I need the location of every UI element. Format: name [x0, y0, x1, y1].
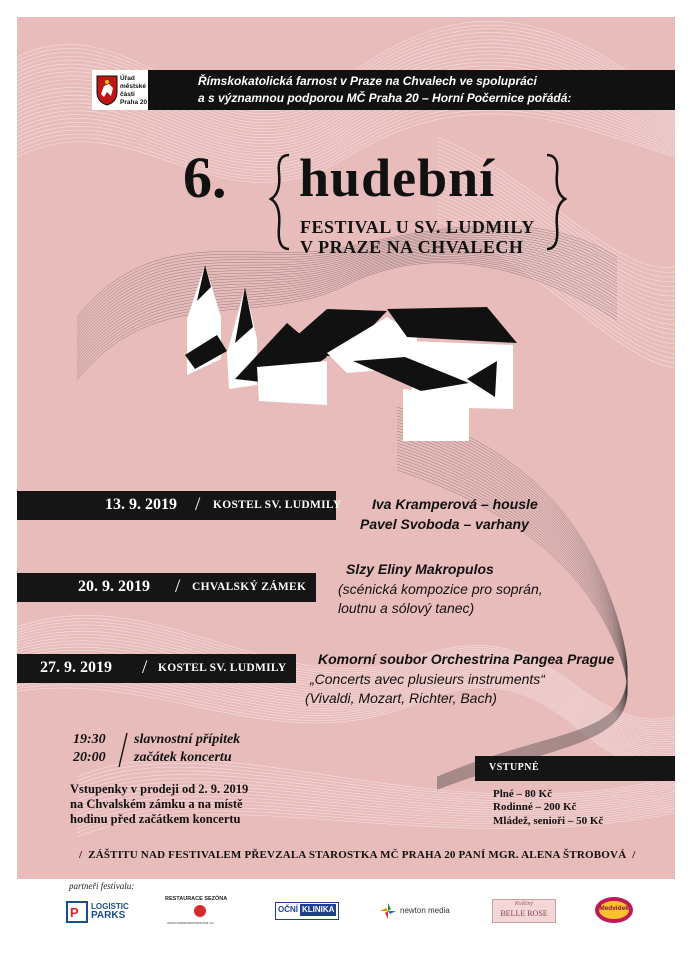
logo-url: www.restauracesezona.cz	[167, 920, 214, 925]
logo-text: LOGISTIC	[91, 902, 129, 911]
left-brace-icon	[267, 153, 297, 253]
logo-text: KLINIKA	[302, 905, 335, 914]
entry-heading-bar	[475, 756, 675, 781]
header-band	[148, 70, 675, 110]
svg-text:P: P	[70, 905, 79, 920]
restaurace-icon	[193, 904, 207, 918]
office-logo	[92, 70, 148, 110]
office-logo-line: Praha 20	[120, 99, 148, 106]
event-title: Slzy Eliny Makropulos	[346, 561, 494, 577]
price-row: Mládež, senioři – 50 Kč	[493, 815, 604, 827]
logo-text: Medvídek	[599, 905, 629, 912]
ocni-klinika-logo	[275, 902, 339, 920]
logo-text: newton media	[400, 906, 450, 915]
logistic-parks-icon	[66, 901, 88, 923]
event-bar-3	[17, 654, 296, 683]
header-line-1: Římskokatolická farnost v Praze na Chvalech ve spolupráci	[198, 74, 537, 88]
event-venue: KOSTEL SV. LUDMILY	[213, 499, 342, 511]
price-row: Plné – 80 Kč	[493, 788, 552, 800]
event-performer: Iva Kramperová – housle	[372, 496, 538, 512]
event-venue: CHVALSKÝ ZÁMEK	[192, 581, 307, 593]
title-subtitle-1: FESTIVAL U SV. LUDMILY	[300, 217, 535, 237]
schedule-label: začátek koncertu	[134, 750, 232, 765]
schedule-time: 19:30	[73, 732, 106, 747]
ticket-info-line: na Chvalském zámku a na místě	[70, 797, 243, 811]
ticket-info-line: hodinu před začátkem koncertu	[70, 812, 241, 826]
price-label: Plné	[493, 788, 514, 800]
newton-media-icon	[379, 902, 397, 920]
logo-text: Květiny	[514, 901, 534, 907]
price-value: 50 Kč	[576, 815, 604, 827]
newton-media-logo	[379, 901, 457, 921]
event-description: loutnu a sólový tanec)	[338, 600, 475, 616]
schedule-time: 20:00	[73, 750, 106, 765]
logo-text: PARKS	[91, 910, 126, 921]
event-title: Komorní soubor Orchestrina Pangea Prague	[318, 651, 615, 667]
festival-edition-number: 6.	[183, 145, 227, 210]
logo-text: BELLE ROSE	[500, 909, 548, 918]
entry-heading: VSTUPNÉ	[489, 762, 540, 773]
event-description: (Vivaldi, Mozart, Richter, Bach)	[305, 690, 497, 706]
patronage-text: ZÁŠTITU NAD FESTIVALEM PŘEVZALA STAROSTKA MČ PRAHA 20 PANÍ MGR. ALENA ŠTROBOVÁ	[88, 849, 627, 861]
separator-slash: /	[142, 657, 148, 678]
patronage-line: / ZÁŠTITU NAD FESTIVALEM PŘEVZALA STAROSTKA MČ PRAHA 20 PANÍ MGR. ALENA ŠTROBOVÁ /	[79, 849, 636, 861]
logistic-parks-logo	[66, 899, 136, 925]
coat-of-arms-icon	[95, 74, 119, 106]
schedule-label: slavnostní přípitek	[134, 732, 241, 747]
price-label: Rodinné	[493, 801, 533, 813]
event-description: „Concerts avec plusieurs instruments“	[310, 671, 545, 687]
event-description: (scénická kompozice pro soprán,	[338, 581, 543, 597]
medvidek-logo	[594, 896, 634, 924]
event-date: 27. 9. 2019	[40, 659, 112, 676]
office-logo-line: Úřad	[120, 75, 135, 82]
logo-text: OČNÍ	[278, 905, 298, 914]
price-value: 80 Kč	[524, 788, 552, 800]
event-performer: Pavel Svoboda – varhany	[360, 516, 529, 532]
partners-label: partneři festivalu:	[69, 881, 135, 891]
restaurace-sezona-logo	[163, 896, 241, 930]
price-row: Rodinné – 200 Kč	[493, 801, 577, 813]
separator-slash: /	[195, 494, 201, 515]
event-bar-2	[17, 573, 316, 602]
ticket-info-line: Vstupenky v prodeji od 2. 9. 2019	[70, 782, 249, 796]
poster	[17, 17, 675, 879]
belle-rose-logo	[492, 899, 556, 923]
office-logo-line: městské části	[120, 83, 147, 98]
event-date: 20. 9. 2019	[78, 578, 150, 595]
title-word: hudební	[299, 148, 496, 208]
schedule-divider	[116, 731, 130, 769]
event-date: 13. 9. 2019	[105, 496, 177, 513]
church-illustration	[177, 257, 527, 447]
header-line-2: a s významnou podporou MČ Praha 20 – Horní Počernice pořádá:	[198, 91, 572, 105]
logo-text: RESTAURACE SEZÓNA	[165, 896, 228, 902]
price-value: 200 Kč	[543, 801, 577, 813]
separator-slash: /	[175, 576, 181, 597]
title-subtitle-2: V PRAZE NA CHVALECH	[300, 237, 524, 257]
price-label: Mládež, senioři	[493, 815, 566, 827]
event-bar-1	[17, 491, 342, 520]
event-venue: KOSTEL SV. LUDMILY	[158, 662, 287, 674]
